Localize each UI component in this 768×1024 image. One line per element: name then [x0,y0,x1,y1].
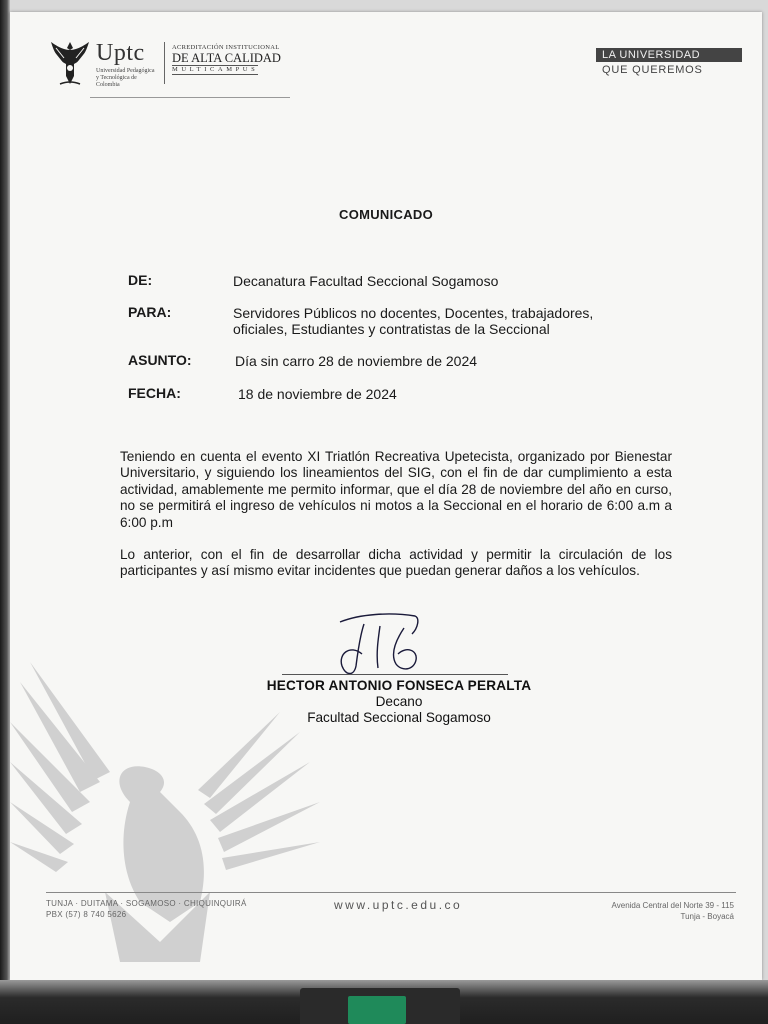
brand-tagline-sub: QUE QUEREMOS [602,64,703,76]
body-paragraph-2: Lo anterior, con el fin de desarrollar dicha actividad y permitir la circulación de los participantes y así mismo evitar incidentes que puedan generar daños a los vehículos. [120,547,672,579]
logo-name: Uptc [96,40,145,66]
footer-address-line1: Avenida Central del Norte 39 - 115 [611,901,734,910]
uptc-logo [50,38,300,108]
vigilada-line [90,97,290,98]
asunto-value: Día sin carro 28 de noviembre de 2024 [235,353,478,369]
para-label: PARA: [128,304,172,320]
body-paragraph-1: Teniendo en cuenta el evento XI Triatlón Recreativa Upetecista, organizado por Bienestar Universitario, y siguiendo los lineamientos del SIG, con el fin de dar cumplimiento a esta actividad, amablemente me permito informar, que el día 28 de noviembre del año en curso, no se permitirá el ingreso de vehículos ni motos a la Seccional en el horario de 6:00 a.m a 6:00 p.m [120,449,672,530]
para-value-line1: Servidores Públicos no docentes, Docentes, trabajadores, [233,305,594,321]
fecha-label: FECHA: [128,385,181,401]
footer-phone: PBX (57) 8 740 5626 [46,910,127,919]
footer-website: www.uptc.edu.co [334,898,463,912]
asunto-label: ASUNTO: [128,352,192,368]
accreditation-multicampus: MULTICAMPUS [172,66,259,73]
scanner-clip-tab [348,996,406,1024]
signer-role: Decano [375,694,423,709]
accreditation-top: ACREDITACIÓN INSTITUCIONAL [172,44,280,51]
signature-line [282,674,508,675]
accreditation-main: DE ALTA CALIDAD [172,51,281,65]
logo-subtitle: Universidad Pedagógica y Tecnológica de Colombia [96,68,155,88]
scan-left-edge [0,0,10,1024]
signer-name: HECTOR ANTONIO FONSECA PERALTA [266,678,532,693]
signer-faculty: Facultad Seccional Sogamoso [307,710,491,725]
eagle-emblem-icon [50,38,90,88]
footer-address-line2: Tunja - Boyacá [680,912,734,921]
handwritten-signature [320,610,440,680]
document-title: COMUNICADO [339,207,433,222]
logo-divider [164,42,165,84]
brand-tagline-box: LA UNIVERSIDAD [596,48,742,62]
document-page [10,12,762,980]
footer-cities: TUNJA · DUITAMA · SOGAMOSO · CHIQUINQUIRÁ [46,899,247,908]
de-value: Decanatura Facultad Seccional Sogamoso [233,273,499,289]
de-label: DE: [128,272,153,288]
para-value-line2: oficiales, Estudiantes y contratistas de la Seccional [233,321,550,337]
fecha-value: 18 de noviembre de 2024 [238,386,397,402]
footer-divider [46,892,736,893]
